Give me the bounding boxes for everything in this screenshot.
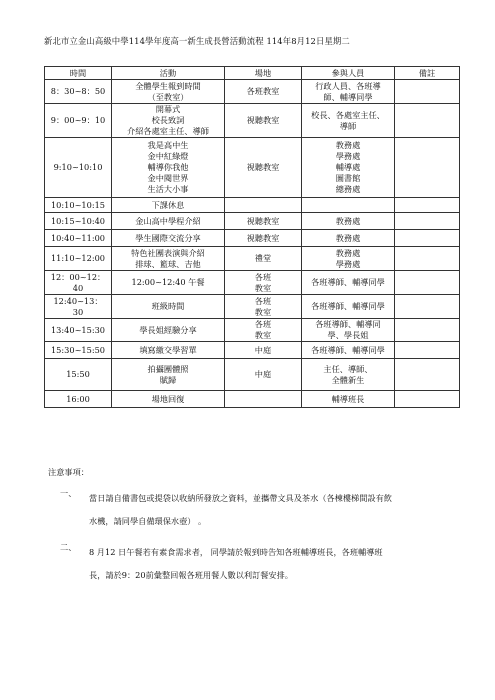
venue-cell-line: 視聽教室 <box>246 162 280 172</box>
activity-cell <box>112 104 225 138</box>
note-text-line: 長，請於9：20前彙整回報各班用餐人數以利訂餐安排。 <box>89 570 293 580</box>
venue-cell-line: 各班 <box>254 295 272 306</box>
participants-cell-line: 學務處 <box>335 151 361 161</box>
venue-cell-line: 教室 <box>254 306 272 317</box>
participants-cell <box>302 295 395 319</box>
participants-cell-line: 各班導師、輔導同學 <box>311 344 385 355</box>
note-number: 一、 <box>60 488 77 498</box>
time-cell-line: 13:40~15:30 <box>50 324 106 335</box>
table-row <box>45 359 460 391</box>
header-time: 時間 <box>45 67 112 80</box>
participants-cell-line: 各班導師、輔導同學 <box>311 277 385 287</box>
activity-cell-line: 下課休息 <box>151 199 185 210</box>
activity-cell-line: 開幕式 <box>155 104 181 114</box>
time-cell-line: 10:40~11:00 <box>50 232 106 243</box>
venue-cell <box>225 247 302 271</box>
venue-cell <box>225 230 302 247</box>
participants-cell <box>302 342 395 359</box>
note-text-line: 水機，請同學自備環保水壺） 。 <box>89 516 207 526</box>
table-row <box>45 104 460 138</box>
note-cell <box>395 271 460 295</box>
participants-cell-line: 圖書館 <box>335 173 361 183</box>
participants-cell <box>302 230 395 247</box>
activity-cell-line: 場地回復 <box>151 393 185 404</box>
participants-cell-line: 教務處 <box>335 232 361 243</box>
participants-cell-line: 學務處 <box>335 258 361 269</box>
time-cell-line: 10:10~10:15 <box>50 199 106 210</box>
time-cell <box>45 271 112 295</box>
participants-cell <box>302 359 395 391</box>
table-row <box>45 391 460 408</box>
participants-cell-line: 師、輔導同學 <box>323 91 373 102</box>
participants-cell <box>302 391 395 408</box>
time-cell <box>45 319 112 342</box>
note-cell <box>395 213 460 230</box>
participants-cell-line: 教務處 <box>335 140 361 150</box>
table-row <box>45 271 460 295</box>
venue-cell <box>225 104 302 138</box>
activity-cell-line: 介紹各處室主任、導師 <box>127 126 209 136</box>
activity-cell <box>112 391 225 408</box>
table-row <box>45 198 460 213</box>
note-cell <box>395 230 460 247</box>
activity-cell-line: 班級時間 <box>151 301 185 311</box>
venue-cell-line: 各班教室 <box>246 86 280 96</box>
activity-cell-line: 金山高中學程介紹 <box>135 215 201 226</box>
participants-cell-line: 全體新生 <box>331 374 365 385</box>
time-cell <box>45 80 112 104</box>
venue-cell-line: 禮堂 <box>254 253 272 263</box>
activity-cell <box>112 213 225 230</box>
document-title: 新北市立金山高級中學114學年度高一新生成長營活動流程 114年8月12日星期二 <box>44 36 350 46</box>
participants-cell-line: 導師 <box>339 120 357 131</box>
header-activity: 活動 <box>112 67 225 80</box>
time-cell-line: 12:40~13： <box>53 295 103 306</box>
participants-cell <box>302 198 395 213</box>
time-cell <box>45 198 112 213</box>
table-row <box>45 295 460 319</box>
table-row <box>45 80 460 104</box>
venue-cell <box>225 391 302 408</box>
participants-cell-line: 輔導班長 <box>331 393 365 404</box>
venue-cell-line: 各班 <box>254 319 272 329</box>
time-cell-line: 40 <box>72 282 84 293</box>
venue-cell-line: 視聽教室 <box>246 232 280 243</box>
note-cell <box>395 295 460 319</box>
activity-cell <box>112 230 225 247</box>
activity-cell-line: 金中紅綠燈 <box>147 151 189 161</box>
note-item <box>48 487 458 533</box>
note-text-line: 當日請自備書包或提袋以收納所發放之資料，並攜帶文具及茶水（各棟樓梯間設有飲 <box>89 493 392 503</box>
time-cell-line: 16:00 <box>66 393 90 404</box>
note-cell <box>395 80 460 104</box>
venue-cell-line: 視聽教室 <box>246 215 280 226</box>
venue-cell-line: 各班 <box>254 271 272 282</box>
time-cell-line: 9：00~9：10 <box>50 115 106 125</box>
notes-heading: 注意事項： <box>48 467 89 477</box>
activity-cell-line: （至教室） <box>147 91 189 102</box>
participants-cell-line: 教務處 <box>335 215 361 226</box>
time-cell-line: 11:10~12:00 <box>50 253 106 263</box>
time-cell-line: 30 <box>72 306 84 317</box>
venue-cell <box>225 138 302 198</box>
activity-cell <box>112 319 225 342</box>
participants-cell-line: 校長、各處室主任、 <box>311 109 385 120</box>
schedule-table <box>44 66 460 408</box>
activity-cell-line: 賦歸 <box>159 374 177 385</box>
note-cell <box>395 247 460 271</box>
note-item <box>48 541 458 587</box>
activity-cell <box>112 80 225 104</box>
venue-cell-line: 中庭 <box>254 344 272 355</box>
header-note: 備註 <box>395 67 460 80</box>
activity-cell-line: 學長姐經驗分享 <box>139 324 197 335</box>
note-text-line: 8 月12 日午餐若有素食需求者， 同學請於報到時告知各班輔導班長，各班輔導班 <box>89 547 383 557</box>
table-row <box>45 319 460 342</box>
participants-cell <box>302 247 395 271</box>
activity-cell-line: 特色社團表演與介紹 <box>131 247 205 258</box>
activity-cell-line: 我是高中生 <box>147 140 189 150</box>
activity-cell <box>112 138 225 198</box>
activity-cell-line: 12:00~12:40 午餐 <box>131 277 205 287</box>
time-cell-line: 12：00~12： <box>50 271 106 282</box>
time-cell <box>45 391 112 408</box>
venue-cell <box>225 359 302 391</box>
table-row <box>45 138 460 198</box>
time-cell <box>45 104 112 138</box>
header-venue: 場地 <box>225 67 302 80</box>
participants-cell-line: 學、學長姐 <box>327 330 369 340</box>
note-cell <box>395 319 460 342</box>
note-cell <box>395 359 460 391</box>
activity-cell <box>112 342 225 359</box>
venue-cell <box>225 342 302 359</box>
activity-cell-line: 填寫繳交學習單 <box>139 344 197 355</box>
time-cell-line: 15:30~15:50 <box>50 344 106 355</box>
time-cell-line: 15:50 <box>66 369 90 379</box>
participants-cell-line: 主任、導師、 <box>323 363 373 374</box>
participants-cell <box>302 80 395 104</box>
activity-cell <box>112 271 225 295</box>
table-header-row <box>45 67 460 80</box>
activity-cell-line: 拍攝團體照 <box>147 363 189 374</box>
time-cell <box>45 359 112 391</box>
participants-cell-line: 總務處 <box>335 184 361 194</box>
venue-cell <box>225 80 302 104</box>
note-cell <box>395 138 460 198</box>
venue-cell <box>225 198 302 213</box>
activity-cell-line: 學生國際交流分享 <box>135 232 201 243</box>
table-row <box>45 230 460 247</box>
participants-cell <box>302 319 395 342</box>
venue-cell-line: 視聽教室 <box>246 115 280 125</box>
venue-cell-line: 教室 <box>254 330 272 340</box>
participants-cell-line: 教務處 <box>335 247 361 258</box>
header-participants: 參與人員 <box>302 67 395 80</box>
venue-cell <box>225 271 302 295</box>
table-row <box>45 342 460 359</box>
time-cell-line: 8：30~8：50 <box>50 86 106 96</box>
note-cell <box>395 391 460 408</box>
activity-cell <box>112 295 225 319</box>
activity-cell-line: 全體學生報到時間 <box>135 80 201 91</box>
time-cell-line: 10:15~10:40 <box>50 215 106 226</box>
activity-cell <box>112 247 225 271</box>
venue-cell-line: 中庭 <box>254 369 272 379</box>
participants-cell-line: 行政人員、各班導 <box>315 80 381 91</box>
participants-cell <box>302 104 395 138</box>
time-cell <box>45 247 112 271</box>
venue-cell <box>225 213 302 230</box>
activity-cell-line: 生活大小事 <box>147 184 189 194</box>
participants-cell-line: 各班導師、輔導同 <box>315 319 381 329</box>
venue-cell <box>225 319 302 342</box>
activity-cell-line: 金中閱世界 <box>147 173 189 183</box>
activity-cell-line: 排球、籃球、吉他 <box>135 258 201 269</box>
note-cell <box>395 342 460 359</box>
activity-cell-line: 校長致詞 <box>151 115 185 125</box>
note-number: 二、 <box>60 542 77 552</box>
time-cell <box>45 230 112 247</box>
time-cell-line: 9:10~10:10 <box>53 162 103 172</box>
notes-section <box>48 466 458 595</box>
time-cell <box>45 342 112 359</box>
participants-cell <box>302 271 395 295</box>
activity-cell <box>112 359 225 391</box>
participants-cell-line: 輔導處 <box>335 162 361 172</box>
time-cell <box>45 138 112 198</box>
schedule-body <box>45 80 460 408</box>
table-row <box>45 247 460 271</box>
notes-list <box>48 487 458 587</box>
participants-cell <box>302 213 395 230</box>
time-cell <box>45 295 112 319</box>
participants-cell <box>302 138 395 198</box>
venue-cell <box>225 295 302 319</box>
activity-cell-line: 輔導你我他 <box>147 162 189 172</box>
venue-cell-line: 教室 <box>254 282 272 293</box>
table-row <box>45 213 460 230</box>
note-cell <box>395 198 460 213</box>
note-cell <box>395 104 460 138</box>
participants-cell-line: 各班導師、輔導同學 <box>311 301 385 311</box>
activity-cell <box>112 198 225 213</box>
time-cell <box>45 213 112 230</box>
